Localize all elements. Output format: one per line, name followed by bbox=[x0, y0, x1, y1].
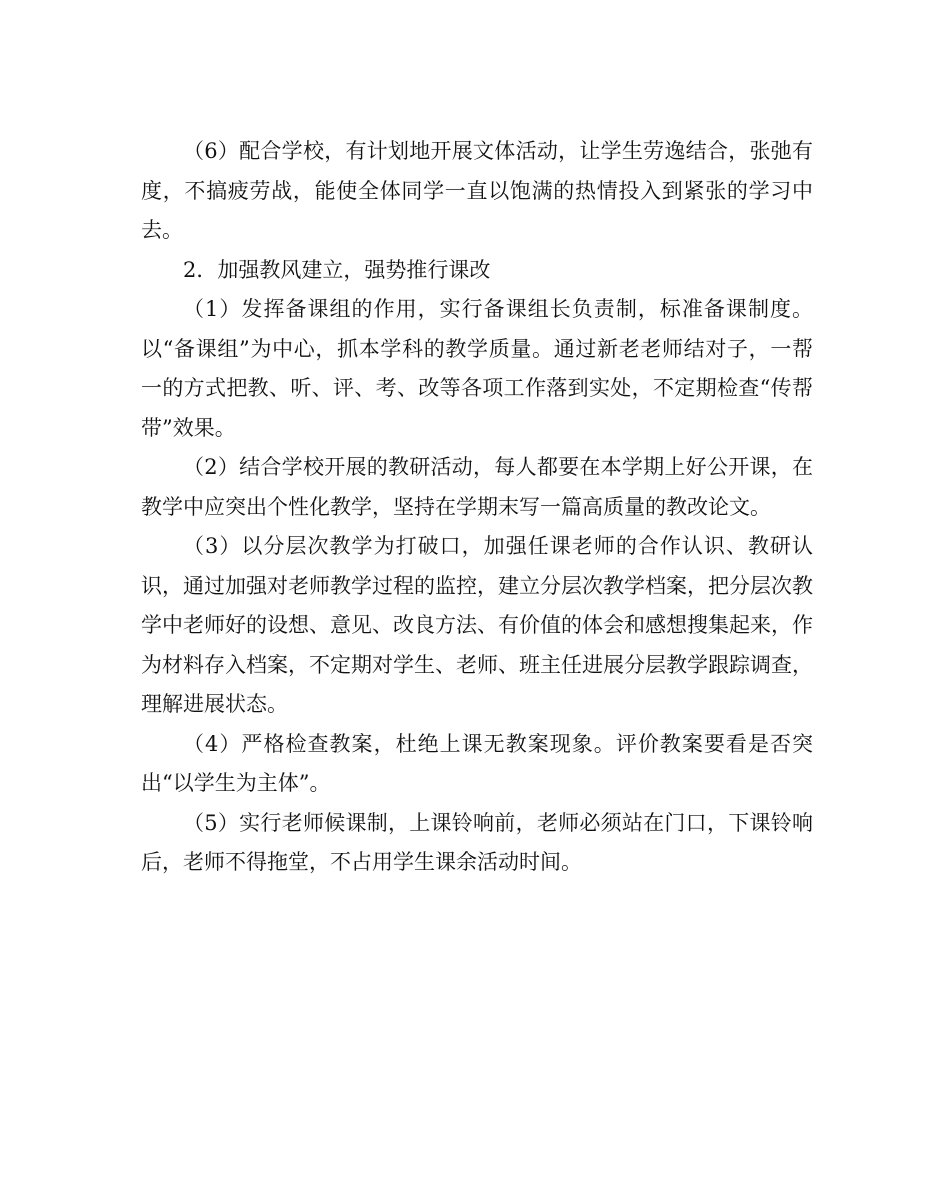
paragraph-item-4: （4）严格检查教案，杜绝上课无教案现象。评价教案要看是否突出“以学生为主体”。 bbox=[141, 731, 813, 795]
paragraph-item-6: （6）配合学校，有计划地开展文体活动，让学生劳逸结合，张弛有度，不搞疲劳战，能使全体同学一直以饱满的热情投入到紧张的学习中去。 bbox=[141, 139, 813, 242]
paragraph-item-1: （1）发挥备课组的作用，实行备课组长负责制，标准备课制度。以“备课组”为中心，抓本学科的教学质量。通过新老老师结对子，一帮一的方式把教、听、评、考、改等各项工作落到实处，不定期检查“传帮带”效果。 bbox=[141, 297, 813, 440]
paragraph-item-5: （5）实行老师候课制，上课铃响前，老师必须站在门口，下课铃响后，老师不得拖堂，不占用学生课余活动时间。 bbox=[141, 810, 813, 874]
paragraph-item-3: （3）以分层次教学为打破口，加强任课老师的合作认识、教研认识，通过加强对老师教学过程的监控，建立分层次教学档案，把分层次教学中老师好的设想、意见、改良方法、有价值的体会和感想搜集起来，作为材料存入档案，不定期对学生、老师、班主任进展分层教学跟踪调查，理解进展状态。 bbox=[141, 534, 813, 716]
section-heading-2: 2．加强教风建立，强势推行课改 bbox=[183, 257, 491, 282]
document-body bbox=[141, 132, 813, 883]
paragraph-item-2: （2）结合学校开展的教研活动，每人都要在本学期上好公开课，在教学中应突出个性化教学，坚持在学期末写一篇高质量的教改论文。 bbox=[141, 455, 813, 519]
